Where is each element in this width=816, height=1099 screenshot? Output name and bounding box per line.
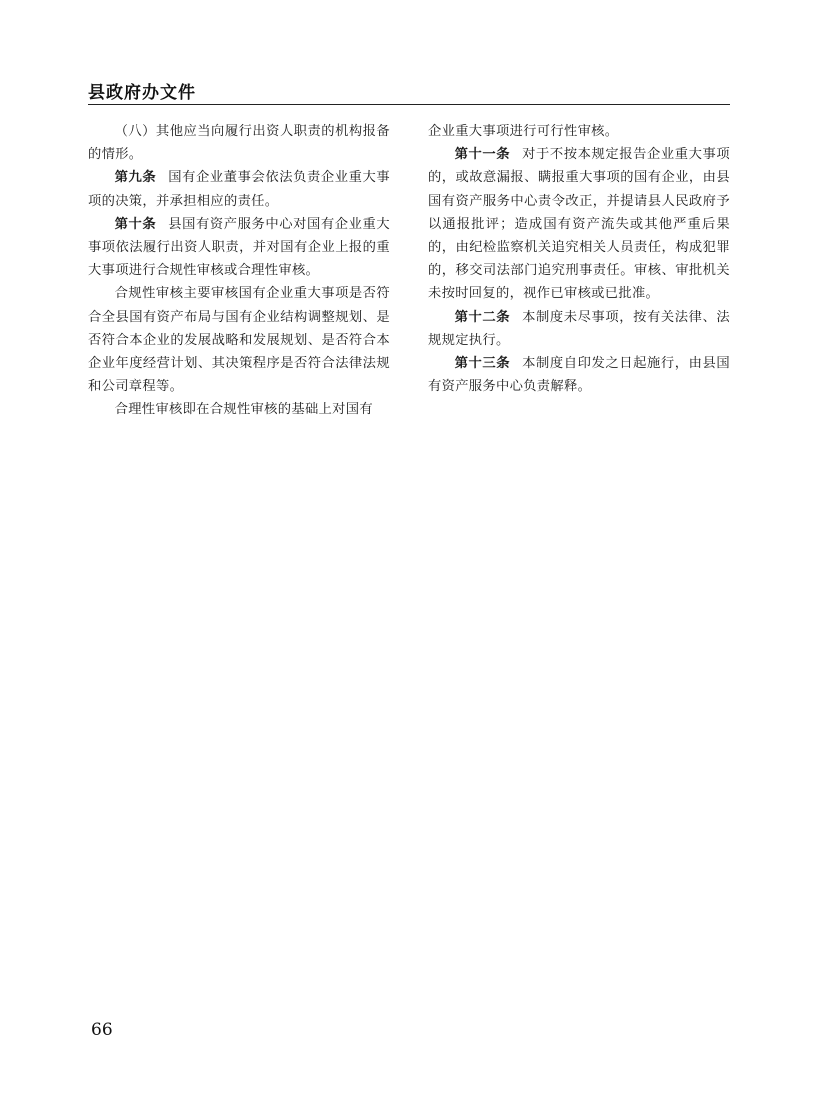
article-number: 第十二条 (454, 309, 511, 325)
header-title: 县政府办文件 (88, 83, 196, 103)
paragraph-text: 合理性审核即在合规性审核的基础上对国有 (114, 402, 373, 418)
paragraph (88, 120, 390, 166)
paragraph-text: （八）其他应当向履行出资人职责的机构报备的情形。 (88, 124, 390, 163)
paragraph-text: 县国有资产服务中心对国有企业重大事项依法履行出资人职责，并对国有企业上报的重大事项进行合规性审核或合理性审核。 (88, 216, 390, 279)
paragraph (88, 282, 390, 398)
article-paragraph (428, 143, 730, 305)
page-number: 66 (91, 1020, 113, 1040)
article-number: 第九条 (114, 170, 157, 186)
paragraph (88, 398, 390, 421)
running-header (88, 78, 730, 105)
article-paragraph (88, 213, 390, 283)
article-paragraph (428, 352, 730, 398)
paragraph-text: 国有企业董事会依法负责企业重大事项的决策，并承担相应的责任。 (88, 170, 390, 209)
left-column (88, 120, 390, 422)
article-number: 第十条 (114, 216, 157, 232)
article-number: 第十一条 (454, 147, 511, 163)
article-number: 第十三条 (454, 356, 511, 372)
paragraph-text: 本制度未尽事项，按有关法律、法规规定执行。 (428, 309, 731, 348)
article-paragraph (428, 306, 730, 352)
paragraph-continuation (428, 120, 730, 143)
article-paragraph (88, 166, 390, 212)
paragraph-text: 企业重大事项进行可行性审核。 (428, 124, 619, 139)
right-column (428, 120, 730, 398)
paragraph-text: 合规性审核主要审核国有企业重大事项是否符合全县国有资产布局与国有企业结构调整规划、是否符合本企业的发展战略和发展规划、是否符合本企业年度经营计划、其决策程序是否符合法律法规和公司章程等。 (88, 286, 390, 395)
paragraph-text: 本制度自印发之日起施行，由县国有资产服务中心负责解释。 (428, 356, 731, 395)
paragraph-text: 对于不按本规定报告企业重大事项的，或故意漏报、瞒报重大事项的国有企业，由县国有资产服务中心责令改正，并提请县人民政府予以通报批评；造成国有资产流失或其他严重后果的，由纪检监察机关追究相关人员责任，构成犯罪的，移交司法部门追究刑事责任。审核、审批机关未按时回复的，视作已审核或已批准。 (428, 147, 731, 302)
